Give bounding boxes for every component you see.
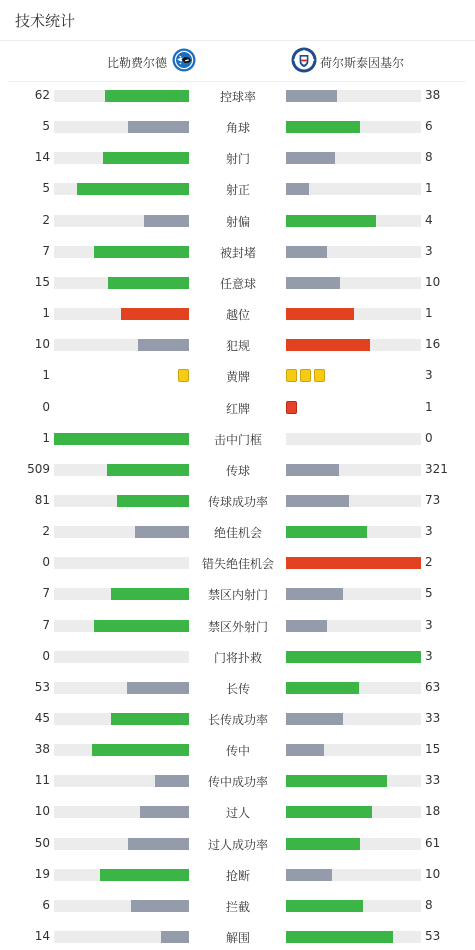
home-stat-bar-fill xyxy=(54,433,189,445)
home-stat-bar xyxy=(54,152,189,164)
stat-row xyxy=(0,148,475,168)
away-stat-value: 3 xyxy=(425,524,433,538)
home-stat-value: 1 xyxy=(42,431,50,445)
home-stat-value: 19 xyxy=(34,867,50,881)
away-stat-value: 38 xyxy=(425,88,441,102)
home-stat-value: 62 xyxy=(34,88,50,102)
stat-row xyxy=(0,179,475,199)
away-cards xyxy=(286,369,421,383)
stat-row xyxy=(0,86,475,106)
stat-label: 长传成功率 xyxy=(207,713,268,727)
home-stat-value: 14 xyxy=(34,150,50,164)
stat-row xyxy=(0,304,475,324)
home-stat-bar xyxy=(54,588,189,600)
away-stat-bar xyxy=(286,838,421,850)
home-stat-value: 1 xyxy=(42,306,50,320)
away-stat-value: 73 xyxy=(425,493,441,507)
away-stat-bar xyxy=(286,183,421,195)
home-stat-bar xyxy=(54,775,189,787)
stat-row xyxy=(0,834,475,854)
stat-label: 抢断 xyxy=(225,869,250,883)
stat-label: 击中门框 xyxy=(213,433,262,447)
stat-label: 过人成功率 xyxy=(207,838,268,852)
away-stat-bar xyxy=(286,277,421,289)
away-stat-bar xyxy=(286,900,421,912)
away-stat-bar-fill xyxy=(286,277,340,289)
home-stat-value: 0 xyxy=(42,649,50,663)
home-stat-bar xyxy=(54,183,189,195)
home-stat-bar xyxy=(54,121,189,133)
home-stat-bar-fill xyxy=(111,588,189,600)
page-title: 技术统计 xyxy=(15,12,76,30)
away-stat-value: 0 xyxy=(425,431,433,445)
away-stat-bar xyxy=(286,931,421,943)
away-stat-bar-fill xyxy=(286,152,335,164)
away-stat-value: 321 xyxy=(425,462,448,476)
stat-label: 禁区外射门 xyxy=(207,620,268,634)
away-stat-bar-fill xyxy=(286,90,337,102)
away-stat-value: 8 xyxy=(425,898,433,912)
away-stat-value: 1 xyxy=(425,400,433,414)
away-stat-bar-fill xyxy=(286,713,343,725)
home-stat-bar xyxy=(54,900,189,912)
home-stat-value: 0 xyxy=(42,400,50,414)
home-stat-bar-fill xyxy=(128,838,189,850)
away-stat-bar xyxy=(286,433,421,445)
away-stat-value: 63 xyxy=(425,680,441,694)
away-stat-bar-fill xyxy=(286,121,360,133)
away-stat-bar xyxy=(286,620,421,632)
stat-label: 射正 xyxy=(225,183,250,197)
away-stat-value: 61 xyxy=(425,836,441,850)
away-team[interactable] xyxy=(291,49,404,75)
away-stat-value: 16 xyxy=(425,337,441,351)
home-stat-value: 0 xyxy=(42,555,50,569)
home-stat-value: 15 xyxy=(34,275,50,289)
stat-row xyxy=(0,460,475,480)
away-stat-bar xyxy=(286,121,421,133)
stat-label: 拦截 xyxy=(225,900,250,914)
away-stat-value: 3 xyxy=(425,618,433,632)
stat-label: 长传 xyxy=(225,682,250,696)
away-stat-bar-fill xyxy=(286,775,387,787)
away-stat-bar xyxy=(286,90,421,102)
away-stat-bar-fill xyxy=(286,339,370,351)
stat-row xyxy=(0,335,475,355)
home-stat-bar-fill xyxy=(117,495,189,507)
home-stat-bar xyxy=(54,495,189,507)
home-stat-bar xyxy=(54,651,189,663)
away-stat-value: 33 xyxy=(425,773,441,787)
away-stat-bar xyxy=(286,775,421,787)
home-stat-bar xyxy=(54,682,189,694)
home-stat-value: 509 xyxy=(27,462,50,476)
away-stat-bar xyxy=(286,557,421,569)
stat-label: 传球成功率 xyxy=(207,495,268,509)
stat-label: 红牌 xyxy=(225,402,250,416)
home-stat-value: 7 xyxy=(42,618,50,632)
red-card-icon xyxy=(286,401,297,414)
stat-row xyxy=(0,896,475,916)
home-stat-bar xyxy=(54,526,189,538)
away-stat-bar-fill xyxy=(286,246,327,258)
away-stat-bar-fill xyxy=(286,869,332,881)
home-stat-value: 5 xyxy=(42,119,50,133)
yellow-card-icon xyxy=(300,369,311,382)
away-stat-bar-fill xyxy=(286,215,376,227)
home-stat-bar-fill xyxy=(103,152,189,164)
stat-row xyxy=(0,709,475,729)
away-stat-bar xyxy=(286,339,421,351)
home-cards xyxy=(54,369,189,383)
home-stat-bar xyxy=(54,433,189,445)
home-stat-bar-fill xyxy=(107,464,189,476)
home-stat-bar-fill xyxy=(127,682,189,694)
home-stat-bar xyxy=(54,744,189,756)
home-stat-value: 53 xyxy=(34,680,50,694)
yellow-card-icon xyxy=(314,369,325,382)
home-stat-bar xyxy=(54,464,189,476)
home-stat-bar xyxy=(54,557,189,569)
stat-row xyxy=(0,553,475,573)
home-stat-bar xyxy=(54,90,189,102)
away-stat-bar-fill xyxy=(286,526,367,538)
away-stat-bar-fill xyxy=(286,557,421,569)
home-stat-bar-fill xyxy=(131,900,189,912)
stat-label: 角球 xyxy=(225,121,250,135)
away-stat-value: 8 xyxy=(425,150,433,164)
home-stat-value: 7 xyxy=(42,244,50,258)
home-stat-bar xyxy=(54,215,189,227)
home-stat-bar xyxy=(54,620,189,632)
home-stat-bar-fill xyxy=(111,713,189,725)
yellow-card-icon xyxy=(178,369,189,382)
stat-label: 射偏 xyxy=(225,215,250,229)
home-team-name: 比勒费尔德 xyxy=(106,55,167,70)
away-stat-value: 53 xyxy=(425,929,441,943)
away-stat-value: 4 xyxy=(425,213,433,227)
home-stat-value: 14 xyxy=(34,929,50,943)
home-stat-bar xyxy=(54,277,189,289)
stat-label: 错失绝佳机会 xyxy=(201,557,274,571)
home-stat-bar-fill xyxy=(128,121,189,133)
home-stat-bar xyxy=(54,339,189,351)
stat-label: 过人 xyxy=(225,806,250,820)
home-stat-bar xyxy=(54,869,189,881)
away-stat-bar xyxy=(286,526,421,538)
away-stat-bar-fill xyxy=(286,931,393,943)
away-stat-bar xyxy=(286,464,421,476)
stat-row xyxy=(0,398,475,418)
teams-header xyxy=(8,42,466,82)
stat-label: 传中成功率 xyxy=(207,775,268,789)
away-stat-bar-fill xyxy=(286,900,363,912)
away-stat-value: 2 xyxy=(425,555,433,569)
home-stat-value: 7 xyxy=(42,586,50,600)
away-stat-bar-fill xyxy=(286,682,359,694)
home-stat-bar xyxy=(54,713,189,725)
holstein-kiel-crest-icon xyxy=(291,47,317,77)
stat-label: 黄牌 xyxy=(225,370,250,384)
home-stat-bar-fill xyxy=(135,526,189,538)
home-stat-bar-fill xyxy=(77,183,189,195)
home-stat-bar-fill xyxy=(92,744,189,756)
away-stat-bar xyxy=(286,152,421,164)
home-stat-value: 6 xyxy=(42,898,50,912)
stat-row xyxy=(0,522,475,542)
home-stat-bar-fill xyxy=(108,277,189,289)
away-stat-bar xyxy=(286,744,421,756)
stat-label: 传球 xyxy=(225,464,250,478)
away-stat-bar xyxy=(286,246,421,258)
stat-row xyxy=(0,491,475,511)
home-stat-bar xyxy=(54,246,189,258)
stat-row xyxy=(0,771,475,791)
away-stat-value: 3 xyxy=(425,368,433,382)
away-stat-bar-fill xyxy=(286,464,339,476)
home-stat-value: 1 xyxy=(42,368,50,382)
away-stat-value: 3 xyxy=(425,649,433,663)
away-stat-bar xyxy=(286,682,421,694)
home-stat-value: 10 xyxy=(34,337,50,351)
home-stat-value: 50 xyxy=(34,836,50,850)
away-stat-bar xyxy=(286,588,421,600)
stat-label: 犯规 xyxy=(225,339,250,353)
home-stat-bar-fill xyxy=(138,339,189,351)
stat-label: 传中 xyxy=(225,744,250,758)
stat-label: 禁区内射门 xyxy=(207,588,268,602)
stat-row xyxy=(0,865,475,885)
home-stat-bar-fill xyxy=(94,246,189,258)
stat-row xyxy=(0,927,475,947)
stat-label: 任意球 xyxy=(219,277,256,291)
away-stat-value: 3 xyxy=(425,244,433,258)
stat-row xyxy=(0,366,475,386)
home-stat-bar-fill xyxy=(121,308,189,320)
stat-label: 射门 xyxy=(225,152,250,166)
stat-label: 控球率 xyxy=(219,90,256,104)
stat-row xyxy=(0,647,475,667)
stat-row xyxy=(0,242,475,262)
away-stat-value: 1 xyxy=(425,306,433,320)
away-stat-bar-fill xyxy=(286,495,349,507)
home-stat-bar xyxy=(54,806,189,818)
home-stat-value: 10 xyxy=(34,804,50,818)
stat-row xyxy=(0,273,475,293)
home-stat-bar-fill xyxy=(105,90,189,102)
page-header xyxy=(0,0,475,41)
arminia-bielefeld-crest-icon xyxy=(172,48,196,76)
home-stat-value: 2 xyxy=(42,524,50,538)
away-stat-bar-fill xyxy=(286,620,327,632)
home-team[interactable] xyxy=(107,50,196,74)
away-stat-bar-fill xyxy=(286,588,343,600)
yellow-card-icon xyxy=(286,369,297,382)
home-stat-value: 2 xyxy=(42,213,50,227)
away-stat-value: 33 xyxy=(425,711,441,725)
away-cards xyxy=(286,401,421,415)
home-stat-bar-fill xyxy=(140,806,189,818)
home-stat-bar xyxy=(54,931,189,943)
home-stat-value: 5 xyxy=(42,181,50,195)
home-stat-bar xyxy=(54,838,189,850)
stat-row xyxy=(0,117,475,137)
away-stat-bar-fill xyxy=(286,744,324,756)
stat-label: 越位 xyxy=(225,308,250,322)
stat-row xyxy=(0,678,475,698)
away-stat-bar xyxy=(286,651,421,663)
home-stat-value: 45 xyxy=(34,711,50,725)
home-stat-bar-fill xyxy=(155,775,189,787)
stat-label: 解围 xyxy=(225,931,250,945)
stat-row xyxy=(0,740,475,760)
away-stat-value: 10 xyxy=(425,275,441,289)
stat-row xyxy=(0,802,475,822)
away-stat-bar xyxy=(286,495,421,507)
away-stat-bar-fill xyxy=(286,806,372,818)
home-stat-value: 81 xyxy=(34,493,50,507)
away-stat-bar-fill xyxy=(286,183,309,195)
away-stat-value: 15 xyxy=(425,742,441,756)
home-stat-value: 38 xyxy=(34,742,50,756)
away-stat-bar-fill xyxy=(286,308,354,320)
away-stat-bar-fill xyxy=(286,838,360,850)
away-stat-value: 5 xyxy=(425,586,433,600)
away-stat-value: 6 xyxy=(425,119,433,133)
home-cards xyxy=(54,401,189,415)
stat-row xyxy=(0,429,475,449)
home-stat-bar xyxy=(54,308,189,320)
stat-row xyxy=(0,584,475,604)
stat-row xyxy=(0,616,475,636)
away-stat-bar xyxy=(286,806,421,818)
home-stat-value: 11 xyxy=(34,773,50,787)
away-stat-bar xyxy=(286,308,421,320)
stat-row xyxy=(0,211,475,231)
stat-label: 门将扑救 xyxy=(213,651,262,665)
stat-label: 绝佳机会 xyxy=(213,526,262,540)
away-stat-value: 10 xyxy=(425,867,441,881)
home-stat-bar-fill xyxy=(144,215,189,227)
away-stat-bar xyxy=(286,713,421,725)
away-team-name: 荷尔斯泰因基尔 xyxy=(320,55,405,70)
away-stat-value: 18 xyxy=(425,804,441,818)
home-stat-bar-fill xyxy=(100,869,189,881)
away-stat-bar xyxy=(286,215,421,227)
away-stat-value: 1 xyxy=(425,181,433,195)
home-stat-bar-fill xyxy=(161,931,189,943)
away-stat-bar-fill xyxy=(286,651,421,663)
away-stat-bar xyxy=(286,869,421,881)
home-stat-bar-fill xyxy=(94,620,189,632)
stat-label: 被封堵 xyxy=(219,246,256,260)
